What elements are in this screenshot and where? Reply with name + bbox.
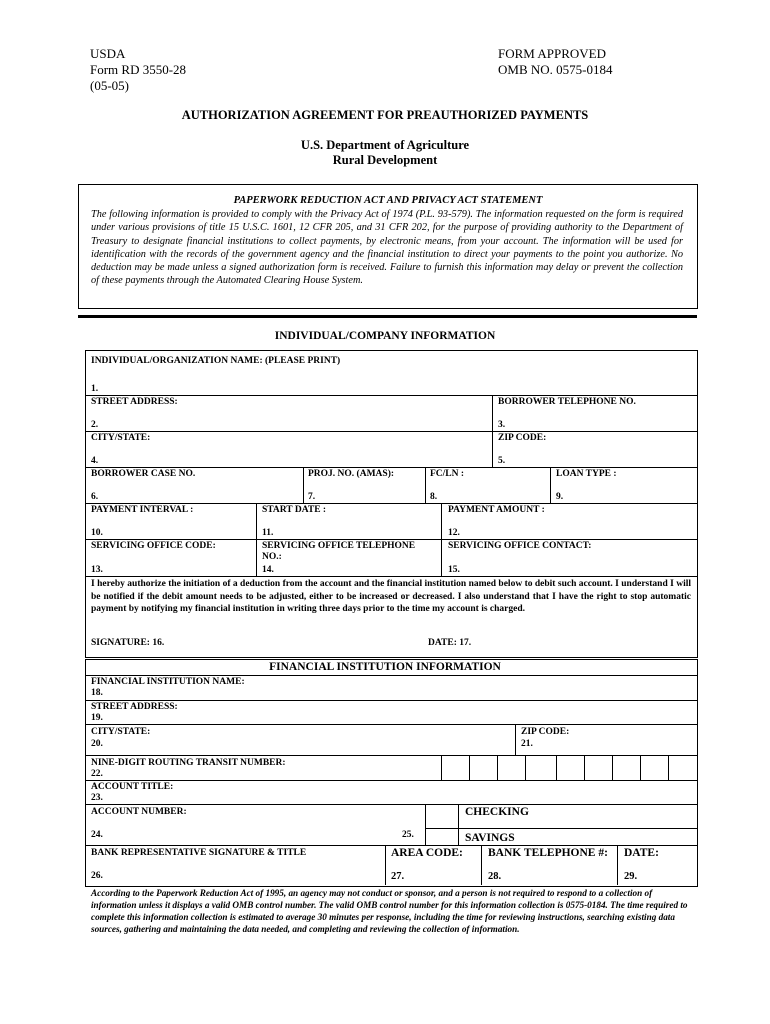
payment-amount-field[interactable]: 12. xyxy=(448,528,460,538)
proj-no-field[interactable]: 7. xyxy=(308,492,316,502)
borrower-phone-label: BORROWER TELEPHONE NO. xyxy=(498,397,636,407)
account-title-label: ACCOUNT TITLE: xyxy=(91,782,174,792)
case-no-field[interactable]: 6. xyxy=(91,492,99,502)
section-divider xyxy=(78,315,697,318)
office-contact-field[interactable]: 15. xyxy=(448,565,460,575)
routing-field[interactable]: 22. xyxy=(91,769,103,779)
rep-signature-label: BANK REPRESENTATIVE SIGNATURE & TITLE xyxy=(91,848,307,858)
bank-street-label: STREET ADDRESS: xyxy=(91,702,178,712)
omb-number: OMB NO. 0575-0184 xyxy=(498,62,613,77)
loan-type-label: LOAN TYPE : xyxy=(556,469,617,479)
account-number-field[interactable]: 24. xyxy=(91,830,103,840)
bank-city-label: CITY/STATE: xyxy=(91,727,151,737)
privacy-statement-box xyxy=(78,184,698,309)
authorization-text: I hereby authorize the initiation of a deduction from the account and the financial institution named below to debit such account. I understand I will be notified if the debit amount needs to be adjusted, either to be increased or decreased. I also understand that I have the right to stop automatic payment by notifying my financial institution in writing three days prior to the time my account is charged. xyxy=(91,579,691,614)
office-code-label: SERVICING OFFICE CODE: xyxy=(91,541,216,551)
bank-date-label: DATE: xyxy=(624,847,659,859)
privacy-heading: PAPERWORK REDUCTION ACT AND PRIVACY ACT STATEMENT xyxy=(233,195,543,206)
office-phone-label: SERVICING OFFICE TELEPHONE NO.: xyxy=(262,541,416,562)
proj-no-label: PROJ. NO. (AMAS): xyxy=(308,469,395,479)
payment-interval-field[interactable]: 10. xyxy=(91,528,103,538)
bank-phone-label: BANK TELEPHONE #: xyxy=(488,847,608,859)
loan-type-field[interactable]: 9. xyxy=(556,492,564,502)
name-label: INDIVIDUAL/ORGANIZATION NAME: (PLEASE PRINT) xyxy=(91,356,341,366)
form-approved: FORM APPROVED xyxy=(498,46,607,61)
city-field[interactable]: 4. xyxy=(91,456,99,466)
omb-block xyxy=(498,46,612,78)
borrower-phone-field[interactable]: 3. xyxy=(498,420,506,430)
agency-code: USDA xyxy=(90,46,126,61)
savings-option[interactable]: SAVINGS xyxy=(465,832,515,844)
rep-signature-field[interactable]: 26. xyxy=(91,871,103,881)
account-type-number: 25. xyxy=(402,830,414,840)
bank-date-field[interactable]: 29. xyxy=(624,871,638,882)
office-contact-label: SERVICING OFFICE CONTACT: xyxy=(448,541,592,551)
bank-zip-label: ZIP CODE: xyxy=(521,727,570,737)
street-label: STREET ADDRESS: xyxy=(91,397,178,407)
bank-phone-field[interactable]: 28. xyxy=(488,871,502,882)
name-field[interactable]: 1. xyxy=(91,384,99,394)
department-name: U.S. Department of Agriculture xyxy=(300,138,470,152)
form-date: (05-05) xyxy=(90,78,129,93)
payment-interval-label: PAYMENT INTERVAL : xyxy=(91,505,194,515)
routing-label: NINE-DIGIT ROUTING TRANSIT NUMBER: xyxy=(91,758,286,768)
bank-street-field[interactable]: 19. xyxy=(91,713,103,723)
institution-name-label: FINANCIAL INSTITUTION NAME: xyxy=(91,677,245,687)
omb-burden-statement: According to the Paperwork Reduction Act of 1995, an agency may not conduct or sponsor, and a person is not required to respond to a collection of information unless it displays a valid OMB control number. The valid OMB control number for this information collection is 0575-0184. The time required to complete this information collection is estimated to average 30 minutes per response, including the time for reviewing instructions, searching existing data sources, gathering and maintaining the data needed, and completing and reviewing the collection of information. xyxy=(91,888,688,934)
start-date-field[interactable]: 11. xyxy=(262,528,274,538)
signature-field[interactable]: SIGNATURE: 16. xyxy=(91,638,165,648)
zip-label: ZIP CODE: xyxy=(498,433,547,443)
area-code-label: AREA CODE: xyxy=(391,847,463,859)
city-label: CITY/STATE: xyxy=(91,433,151,443)
form-id-block xyxy=(90,46,186,94)
fcln-label: FC/LN : xyxy=(430,469,465,479)
case-no-label: BORROWER CASE NO. xyxy=(91,469,196,479)
account-number-label: ACCOUNT NUMBER: xyxy=(91,807,187,817)
checking-option[interactable]: CHECKING xyxy=(465,806,529,818)
form-number: Form RD 3550-28 xyxy=(90,62,187,77)
institution-name-field[interactable]: 18. xyxy=(91,688,103,698)
payment-amount-label: PAYMENT AMOUNT : xyxy=(448,505,545,515)
signature-date-field[interactable]: DATE: 17. xyxy=(428,638,472,648)
street-field[interactable]: 2. xyxy=(91,420,99,430)
office-phone-field[interactable]: 14. xyxy=(262,565,274,575)
area-code-field[interactable]: 27. xyxy=(391,871,405,882)
bank-zip-field[interactable]: 21. xyxy=(521,739,533,749)
individual-section-heading: INDIVIDUAL/COMPANY INFORMATION xyxy=(274,330,496,342)
privacy-body: The following information is provided to comply with the Privacy Act of 1974 (P.L. 93-579). The information requested on the form is required under various provisions of title 15 U.S.C. 1601, 12 CFR 205, and 31 CFR 202, for the purpose of providing authority to the Department of Treasury to designate financial institutions to collect payments, by electronic means, from your account. The information will be used for identification with the records of the government agency and the financial institution to direct your payments to the point you authorize. No deduction may be made unless a signed authorization form is received. Failure to furnish this information may delay or prevent the collection of these payments through the Automated Clearing House System. xyxy=(91,209,683,287)
zip-field[interactable]: 5. xyxy=(498,456,506,466)
bank-city-field[interactable]: 20. xyxy=(91,739,103,749)
page-title: AUTHORIZATION AGREEMENT FOR PREAUTHORIZED PAYMENTS xyxy=(181,108,589,122)
fcln-field[interactable]: 8. xyxy=(430,492,438,502)
account-title-field[interactable]: 23. xyxy=(91,793,103,803)
start-date-label: START DATE : xyxy=(262,505,327,515)
financial-section-heading: FINANCIAL INSTITUTION INFORMATION xyxy=(269,661,501,673)
office-code-field[interactable]: 13. xyxy=(91,565,103,575)
agency-name: Rural Development xyxy=(332,153,438,167)
